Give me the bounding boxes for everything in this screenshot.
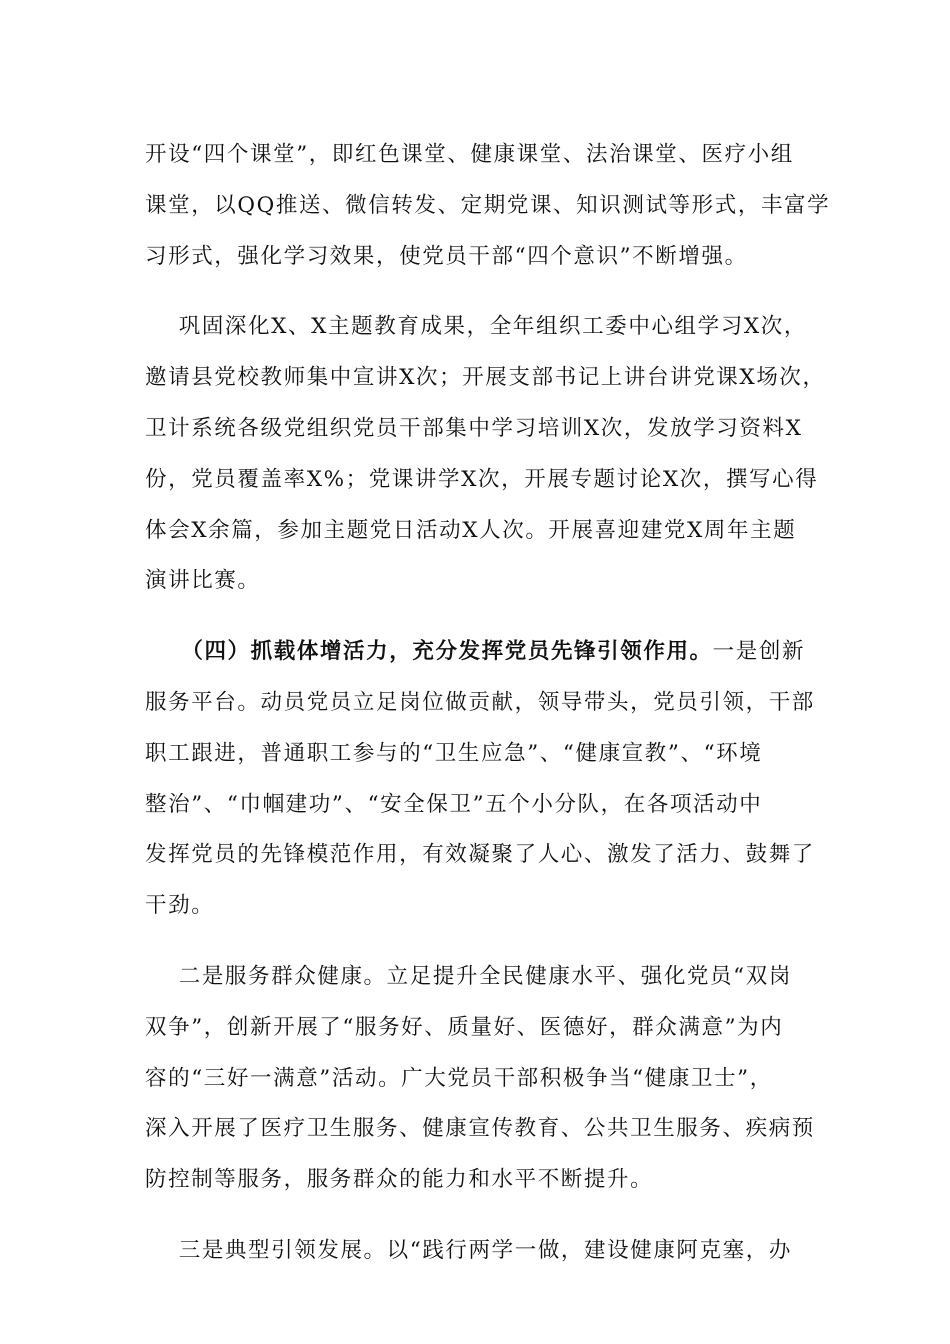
text-line: 深入开展了医疗卫生服务、健康宣传教育、公共卫生服务、疾病预 bbox=[145, 1116, 815, 1142]
text-line: 演讲比赛。 bbox=[145, 568, 261, 594]
text-line: 双争”，创新开展了“服务好、质量好、医德好，群众满意”为内 bbox=[145, 1014, 784, 1040]
paragraph-study-classrooms bbox=[145, 130, 831, 282]
text-line: 卫计系统各级党组织党员干部集中学习培训X次，发放学习资料X bbox=[145, 415, 803, 441]
paragraph-serve-health bbox=[145, 952, 815, 1206]
document-body bbox=[145, 130, 831, 1277]
text-line: 职工跟进，普通职工参与的“卫生应急”、“健康宣教”、“环境 bbox=[145, 740, 763, 766]
text-line: 二是服务群众健康。立足提升全民健康水平、强化党员“双岗 bbox=[145, 963, 792, 989]
text-line: 邀请县党校教师集中宣讲X次；开展支部书记上讲台讲党课X场次， bbox=[145, 365, 826, 391]
text-line: 干劲。 bbox=[145, 893, 215, 919]
text-line: 容的“三好一满意”活动。广大党员干部积极争当“健康卫士”， bbox=[145, 1065, 773, 1091]
text-line bbox=[145, 627, 809, 678]
text-line: 防控制等服务，服务群众的能力和水平不断提升。 bbox=[145, 1167, 654, 1193]
text-line: 体会X余篇，参加主题党日活动X人次。开展喜迎建党X周年主题 bbox=[145, 517, 797, 543]
section-heading: （四）抓载体增活力，充分发挥党员先锋引领作用。 bbox=[145, 639, 713, 665]
text-line: 课堂，以QQ推送、微信转发、定期党课、知识测试等形式，丰富学 bbox=[145, 192, 831, 218]
text-line: 份，党员覆盖率X%；党课讲学X次，开展专题讨论X次，撰写心得 bbox=[145, 466, 819, 492]
text-line: 发挥党员的先锋模范作用，有效凝聚了人心、激发了活力、鼓舞了 bbox=[145, 842, 815, 868]
text-line: 服务平台。动员党员立足岗位做贡献，领导带头，党员引领，干部 bbox=[145, 689, 815, 715]
heading-tail-text: 一是创新 bbox=[712, 639, 806, 665]
text-line: 开设“四个课堂”，即红色课堂、健康课堂、法治课堂、医疗小组 bbox=[145, 142, 794, 167]
paragraph-education-results bbox=[145, 302, 826, 607]
text-line: 习形式，强化学习效果，使党员干部“四个意识”不断增强。 bbox=[145, 243, 748, 269]
text-line: 巩固深化X、X主题教育成果，全年组织工委中心组学习X次， bbox=[145, 314, 807, 340]
paragraph-section-four bbox=[145, 627, 815, 932]
paragraph-typical-lead bbox=[145, 1226, 809, 1277]
text-line: 三是典型引领发展。以“践行两学一做，建设健康阿克塞，办 bbox=[145, 1237, 792, 1263]
text-line: 整治”、“巾帼建功”、“安全保卫”五个小分队，在各项活动中 bbox=[145, 791, 763, 817]
